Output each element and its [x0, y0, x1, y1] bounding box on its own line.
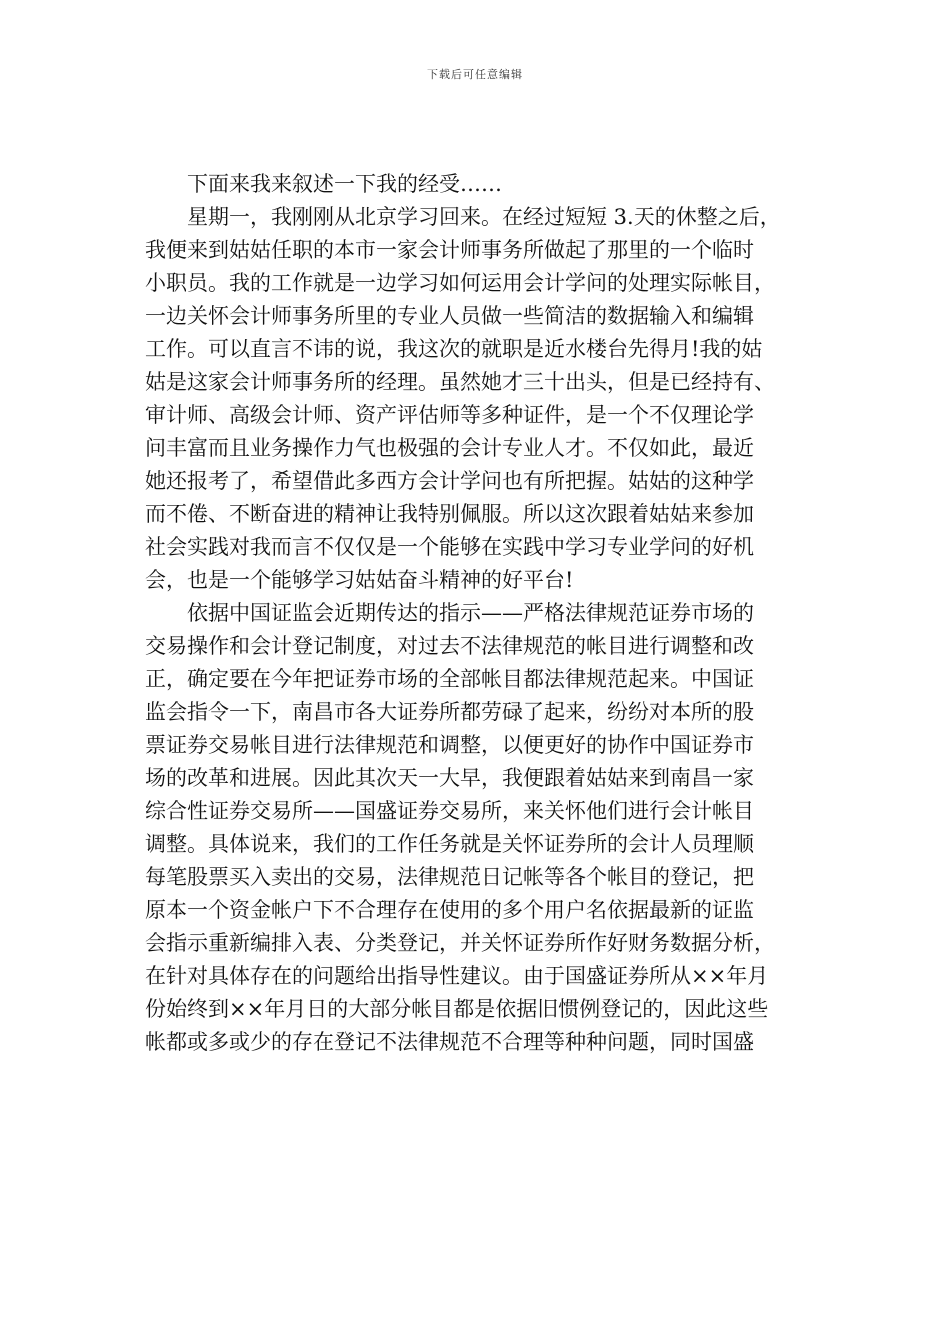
text-line: 调整。具体说来，我们的工作任务就是关怀证券所的会计人员理顺 [145, 832, 754, 856]
text-line: 场的改革和进展。因此其次天一大早，我便跟着姑姑来到南昌一家 [145, 766, 754, 790]
text-line: 姑是这家会计师事务所的经理。虽然她才三十出头，但是已经持有、 [145, 370, 775, 394]
paragraph [145, 201, 810, 597]
text-line: 我便来到姑姑任职的本市一家会计师事务所做起了那里的一个临时 [145, 238, 754, 262]
paragraph [145, 597, 810, 1059]
text-line: 会，也是一个能够学习姑姑奋斗精神的好平台! [145, 568, 574, 592]
text-line: 份始终到××年月日的大部分帐目都是依据旧惯例登记的，因此这些 [145, 997, 769, 1021]
text-line: 原本一个资金帐户下不合理存在使用的多个用户名依据最新的证监 [145, 898, 754, 922]
text-line: 在针对具体存在的问题给出指导性建议。由于国盛证券所从××年月 [145, 964, 769, 988]
text-line: 一边关怀会计师事务所里的专业人员做一些简洁的数据输入和编辑 [145, 304, 754, 328]
text-line: 帐都或多或少的存在登记不法律规范不合理等种种问题，同时国盛 [145, 1030, 754, 1054]
text-line: 依据中国证监会近期传达的指示——严格法律规范证券市场的 [187, 601, 754, 625]
text-line: 综合性证券交易所——国盛证券交易所，来关怀他们进行会计帐目 [145, 799, 754, 823]
text-line: 票证券交易帐目进行法律规范和调整，以便更好的协作中国证券市 [145, 733, 754, 757]
paragraph [145, 168, 810, 201]
text-line: 下面来我来叙述一下我的经受…… [187, 172, 502, 196]
text-line: 社会实践对我而言不仅仅是一个能够在实践中学习专业学问的好机 [145, 535, 754, 559]
text-line: 星期一，我刚刚从北京学习回来。在经过短短 3.天的休整之后， [187, 205, 781, 229]
text-line: 而不倦、不断奋进的精神让我特别佩服。所以这次跟着姑姑来参加 [145, 502, 754, 526]
text-line: 每笔股票买入卖出的交易，法律规范日记帐等各个帐目的登记，把 [145, 865, 754, 889]
text-line: 交易操作和会计登记制度，对过去不法律规范的帐目进行调整和改 [145, 634, 754, 658]
text-line: 监会指令一下，南昌市各大证券所都劳碌了起来，纷纷对本所的股 [145, 700, 754, 724]
text-line: 审计师、高级会计师、资产评估师等多种证件，是一个不仅理论学 [145, 403, 754, 427]
text-line: 她还报考了，希望借此多西方会计学问也有所把握。姑姑的这种学 [145, 469, 754, 493]
text-line: 正，确定要在今年把证券市场的全部帐目都法律规范起来。中国证 [145, 667, 754, 691]
document-body [145, 168, 810, 1059]
text-line: 会指示重新编排入表、分类登记，并关怀证券所作好财务数据分析， [145, 931, 775, 955]
text-line: 问丰富而且业务操作力气也极强的会计专业人才。不仅如此，最近 [145, 436, 754, 460]
page-header: 下载后可任意编辑 [427, 68, 523, 81]
text-line: 工作。可以直言不讳的说，我这次的就职是近水楼台先得月!我的姑 [145, 337, 763, 361]
text-line: 小职员。我的工作就是一边学习如何运用会计学问的处理实际帐目， [145, 271, 775, 295]
